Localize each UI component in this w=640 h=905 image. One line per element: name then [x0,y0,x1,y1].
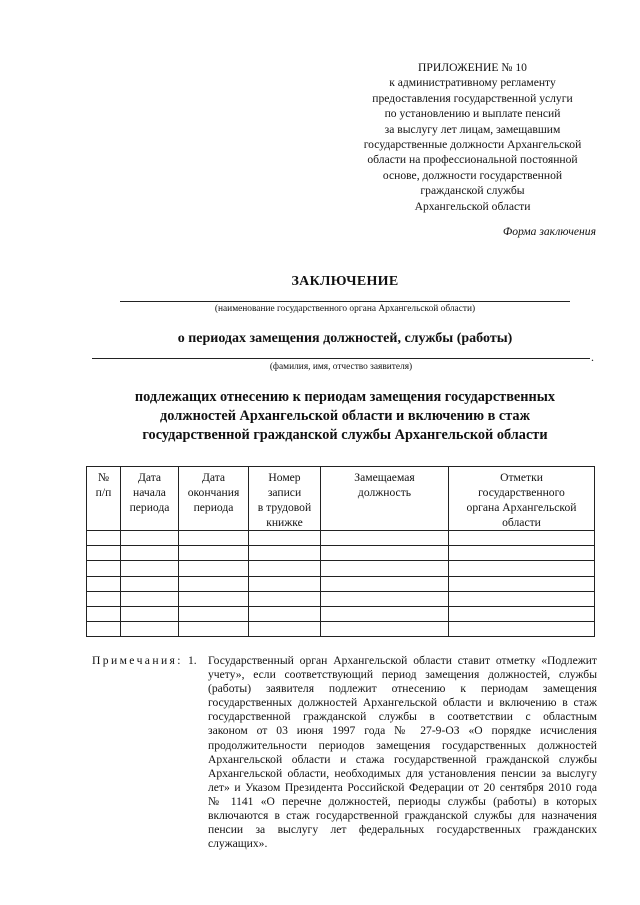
note-text [208,654,597,851]
header-number: № п/п [87,467,121,531]
appendix-line: Архангельской области [414,199,531,213]
appendix-line: предоставления государственной услуги [372,91,573,105]
header-position: Замещаемая должность [321,467,449,531]
note-line: Государственный орган Архангельской области ставит отметку «Подлежит [208,654,597,667]
org-name-line [120,301,570,302]
table-cell [449,546,595,561]
table-cell [321,576,449,591]
note-line: включаются в стаж государственной гражданской службы для назначения [208,809,597,823]
note-line: законом от 03 июня 1997 года № 27-9-ОЗ «О порядке исчисления [208,724,597,738]
heading-line: государственной гражданской службы Архангельской области [142,427,548,443]
table-cell [321,546,449,561]
org-name-caption: (наименование государственного органа Архангельской области) [214,304,476,314]
table-cell [321,531,449,546]
table-cell [121,622,179,637]
note-line: государственной гражданской службы в соответствии с областным [208,710,597,724]
table-cell [249,576,321,591]
document-title: ЗАКЛЮЧЕНИЕ [291,274,399,289]
note-line: пенсии за выслугу лет федеральных государственных гражданских [208,823,597,837]
table-header-row [87,467,595,531]
applicant-name-line [92,358,590,359]
header-start-date: Дата начала периода [121,467,179,531]
table-cell [249,561,321,576]
table-cell [449,561,595,576]
table-row [87,591,595,606]
note-line: № 1141 «О перечне должностей, периоды службы (работы) в которых [208,794,597,808]
table-cell [179,546,249,561]
form-note: Форма заключения [502,225,596,238]
table-cell [121,546,179,561]
document-subtitle: о периодах замещения должностей, службы (работы) [177,331,513,346]
notes-label: Примечания: [92,654,183,667]
table-cell [121,606,179,621]
table-cell [249,591,321,606]
appendix-line: к административному регламенту [389,76,556,90]
table-cell [449,606,595,621]
heading-line: подлежащих отнесению к периодам замещения государственных [134,389,556,405]
table-cell [87,591,121,606]
appendix-line: гражданской службы [420,184,525,198]
note-line: Архангельской области и стажа государственной гражданской службы [208,752,597,766]
note-number: 1. [188,654,197,667]
table-cell [87,531,121,546]
periods-table [86,466,595,637]
table-cell [321,591,449,606]
table-cell [249,546,321,561]
table-cell [179,576,249,591]
table-cell [249,531,321,546]
heading-line: должностей Архангельской области и включению в стаж [160,408,530,424]
appendix-line: по установлению и выплате пенсий [384,107,561,121]
table-cell [321,606,449,621]
table-row [87,546,595,561]
table-cell [179,561,249,576]
appendix-block [345,60,600,214]
table-cell [121,561,179,576]
note-line: продолжительности периодов замещения государственных должностей [208,738,597,752]
table-cell [121,576,179,591]
table-cell [87,561,121,576]
table-cell [449,531,595,546]
appendix-line: ПРИЛОЖЕНИЕ № 10 [418,61,527,74]
table-row [87,531,595,546]
note-line: государственных должностей Архангельской области и включению в стаж [208,696,597,710]
note-line: служащих». [208,837,268,851]
header-end-date: Дата окончания периода [179,467,249,531]
table-cell [87,546,121,561]
line-end-mark: . [591,350,594,364]
table-row [87,622,595,637]
header-record-number: Номер записи в трудовой книжке [249,467,321,531]
appendix-line: за выслугу лет лицам, замещавшим [384,122,561,136]
table-cell [449,622,595,637]
appendix-line: основе, должности государственной [382,168,563,182]
table-row [87,561,595,576]
table-cell [179,606,249,621]
appendix-line: государственные должности Архангельской [363,138,582,152]
table-cell [179,531,249,546]
header-marks: Отметки государственного органа Архангельской области [449,467,595,531]
note-line: учету», если соответствующий период замещения должностей, службы [208,668,597,682]
note-line: Архангельской области, необходимых для установления пенсии за выслугу [208,766,597,780]
appendix-line: области на профессиональной постоянной [367,153,578,167]
note-line: лет» и Указом Президента Российской Федерации от 20 сентября 2010 года [208,780,597,794]
table-cell [249,606,321,621]
table-cell [87,622,121,637]
table-cell [179,622,249,637]
table-cell [121,531,179,546]
section-heading [95,388,595,445]
table-cell [87,576,121,591]
table-row [87,606,595,621]
table-row [87,576,595,591]
table-cell [121,591,179,606]
note-line: (работы) заявителя подлежит отнесению к периодам замещения [208,682,597,696]
table-body [87,531,595,637]
applicant-name-caption: (фамилия, имя, отчество заявителя) [269,362,413,372]
table-cell [449,576,595,591]
table-cell [87,606,121,621]
table-cell [321,561,449,576]
table-cell [449,591,595,606]
table-cell [249,622,321,637]
table-cell [321,622,449,637]
table-cell [179,591,249,606]
